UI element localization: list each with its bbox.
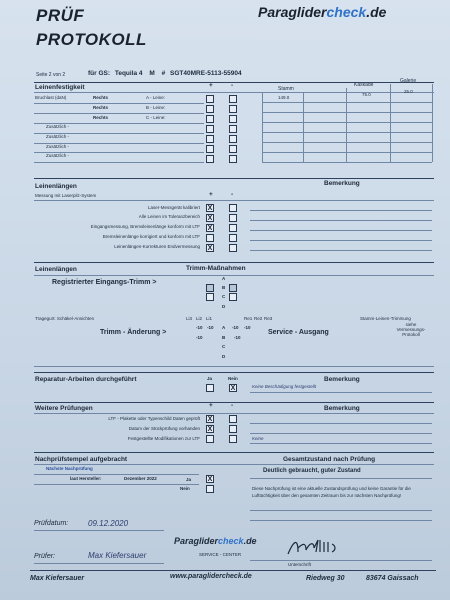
- grid-line: [262, 112, 432, 113]
- weitere-item-label: Datum der Stückprüfung vorhanden: [128, 426, 200, 431]
- grid-line: [432, 84, 433, 162]
- for-gs-label: für GS:: [88, 70, 111, 77]
- minus-header: -: [231, 82, 234, 89]
- nein-checkbox[interactable]: X: [230, 385, 236, 392]
- ja-checkbox[interactable]: X: [207, 476, 213, 483]
- pruefdatum-value: 09.12.2020: [88, 519, 129, 528]
- grid-line: [262, 132, 432, 133]
- remark-line: [250, 443, 432, 444]
- trim-cell[interactable]: [206, 284, 214, 292]
- divider: [34, 262, 434, 263]
- pruefer-value: Max Kiefersauer: [88, 551, 147, 560]
- ll-item-label: Laser-Messgerät kalibriert: [147, 205, 200, 210]
- check-box[interactable]: X: [207, 215, 213, 222]
- check-box[interactable]: [206, 435, 214, 443]
- reparatur-note: Keine Beschädigung festgestellt: [252, 384, 317, 389]
- letter-A: A: [222, 276, 226, 281]
- remark-line: [250, 433, 432, 434]
- row3-side: Rechts: [93, 115, 109, 120]
- divider: [34, 452, 434, 453]
- check-box[interactable]: [229, 95, 237, 103]
- remark-line: [250, 520, 432, 521]
- check-box[interactable]: [229, 125, 237, 133]
- check-box[interactable]: [229, 425, 237, 433]
- remark-line: [250, 240, 432, 241]
- row2-line: B - Leine:: [146, 105, 166, 110]
- col-galerie: Galerie: [400, 78, 417, 84]
- nein-label: Nein: [228, 376, 238, 381]
- zusatz-label: Zusätzlich -: [46, 124, 70, 129]
- stamm-trimm: Stamm-Leinen-Trimmung: [360, 316, 411, 321]
- minus-header: -: [231, 402, 234, 409]
- row-line: [34, 143, 204, 144]
- remark-line: [250, 220, 432, 221]
- trim-value: -10: [196, 335, 203, 340]
- footer-street: Riedweg 30: [306, 575, 345, 582]
- remark-line: [250, 510, 432, 511]
- check-box[interactable]: X: [207, 416, 213, 423]
- leinenlaengen-sub: Messung mit Laserpilz-System: [35, 193, 97, 198]
- zusatz-label: Zusätzlich -: [46, 144, 70, 149]
- check-box[interactable]: [206, 234, 214, 242]
- col-li3: Li3: [186, 316, 193, 321]
- row-line: [34, 474, 199, 475]
- minus-header: -: [231, 191, 234, 198]
- footer-name: Max Kiefersauer: [30, 575, 85, 582]
- trimm-heading: Leinenlängen: [35, 266, 77, 273]
- grid-line: [390, 84, 391, 162]
- row-line: [34, 133, 204, 134]
- check-box[interactable]: X: [207, 205, 213, 212]
- divider: [34, 82, 434, 83]
- footer-city: 83674 Gaissach: [366, 575, 419, 582]
- title-line2: PROTOKOLL: [36, 30, 147, 49]
- footer-website[interactable]: www.paraglidercheck.de: [170, 573, 252, 580]
- tragegurt-label: Tragegurt: Schäkel-Ansichten: [35, 316, 95, 321]
- date-value: Dezember 2022: [124, 476, 157, 481]
- col-re1: Re1: [244, 316, 253, 321]
- ll-item-label: Alle Leinen im Toleranzbereich: [138, 214, 200, 219]
- row1-line: A - Leine:: [146, 95, 166, 100]
- letter-C: C: [222, 294, 226, 299]
- laut-label: laut Hersteller:: [70, 476, 102, 481]
- bemerkung-header: Bemerkung: [324, 376, 360, 383]
- plus-header: +: [209, 191, 213, 198]
- divider: [34, 178, 434, 179]
- check-box[interactable]: [229, 234, 237, 242]
- bemerkung-header: Bemerkung: [324, 405, 360, 412]
- signature-line: [250, 560, 432, 561]
- row-line: [34, 530, 164, 531]
- row3-line: C - Leine:: [146, 115, 166, 120]
- trim-cell[interactable]: [229, 284, 237, 292]
- unterschrift-label: Unterschrift: [288, 562, 312, 567]
- check-box[interactable]: [206, 95, 214, 103]
- divider: [30, 570, 436, 571]
- reparatur-heading: Reparatur-Arbeiten durchgeführt: [35, 376, 137, 383]
- logo: [258, 4, 386, 20]
- footer-logo-check: check: [218, 536, 244, 546]
- plus-header: +: [209, 82, 213, 89]
- remark-line: [250, 423, 432, 424]
- gesamt-text: Diese Nachprüfung ist eine aktuelle Zustandsprüfung und keine Garantie für die Lufttüchtigkeit über den gesamten Zeitraum bis zur nächsten Nachprüfung!: [252, 486, 411, 498]
- trim-value: -10: [207, 325, 214, 330]
- letter-B: B: [222, 335, 226, 340]
- divider: [34, 413, 434, 414]
- bruchlast-label: Bruchlast (daN): [35, 95, 67, 100]
- row-line: [34, 103, 204, 104]
- divider: [34, 200, 434, 201]
- leinenlaengen-heading: Leinenlängen: [35, 183, 77, 190]
- check-box[interactable]: X: [207, 245, 213, 252]
- ll-item-label: Leinenlängen-Korrekturen Endvermessung: [114, 244, 200, 249]
- ll-item-label: Eingangsmessung, Bremsleinenlänge konform mit LTF: [90, 224, 200, 229]
- zusatz-label: Zusätzlich -: [46, 153, 70, 158]
- leinenfestigkeit-heading: Leinenfestigkeit: [35, 84, 85, 91]
- divider: [34, 366, 434, 367]
- logo-tld: .de: [366, 4, 387, 20]
- ll-item-label: Bremsleinenlänge korrigiert und konform mit LTF: [102, 234, 200, 239]
- serial-label: #: [161, 70, 166, 77]
- check-box[interactable]: X: [207, 426, 213, 433]
- row-line: [34, 113, 204, 114]
- col-li1: Li1: [206, 316, 213, 321]
- col-stamm: Stamm: [278, 86, 294, 92]
- stempel-heading: Nachprüfstempel aufgebracht: [35, 456, 128, 463]
- col-kaskade: Kaskade: [354, 82, 374, 88]
- divider: [34, 92, 434, 93]
- page-label: Seite 2 von 2: [36, 72, 66, 78]
- row1-kaskade: 75.0: [362, 92, 371, 97]
- check-box[interactable]: [206, 155, 214, 163]
- check-box[interactable]: [229, 204, 237, 212]
- weitere-heading: Weitere Prüfungen: [35, 405, 93, 412]
- size-value: M: [149, 70, 155, 77]
- plus-header: +: [209, 402, 213, 409]
- check-box[interactable]: [229, 115, 237, 123]
- trim-cell[interactable]: [206, 293, 214, 301]
- check-box[interactable]: X: [207, 225, 213, 232]
- weitere-note: Keine: [252, 436, 264, 441]
- check-box[interactable]: [229, 435, 237, 443]
- row-line: [34, 162, 204, 163]
- trim-cell[interactable]: [229, 293, 237, 301]
- divider: [34, 275, 434, 276]
- row-line: [34, 563, 164, 564]
- row1-stamm: 149.0: [278, 95, 290, 100]
- aenderung-label: Trimm - Änderung >: [100, 329, 167, 336]
- check-box[interactable]: [206, 105, 214, 113]
- footer-logo: [174, 536, 257, 546]
- trim-value: -10: [196, 325, 203, 330]
- bemerkung-header: Bemerkung: [324, 180, 360, 187]
- remark-line: [250, 250, 432, 251]
- check-box[interactable]: [229, 224, 237, 232]
- ja-label: Ja: [186, 477, 192, 482]
- trim-value: -10: [232, 325, 239, 330]
- col-li2: Li2: [196, 316, 203, 321]
- model-value: Tequila 4: [114, 70, 143, 77]
- gesamt-heading: Gesamtzustand nach Prüfung: [283, 456, 376, 463]
- logo-check: check: [326, 4, 367, 20]
- letter-D: D: [222, 354, 226, 359]
- grid-line: [262, 152, 432, 153]
- row2-side: Rechts: [93, 105, 109, 110]
- zusatz-label: Zusätzlich -: [46, 134, 70, 139]
- naechste-label: Nächste Nachprüfung: [46, 466, 93, 471]
- grid-line: [346, 88, 347, 162]
- grid-line: [262, 142, 432, 143]
- weitere-item-label: Festgestellte Modifikationen zur LTF: [127, 436, 200, 441]
- trim-value: -10: [244, 325, 251, 330]
- siehe-label: siehe Vermessungs-Protokoll: [396, 322, 426, 337]
- letter-D: D: [222, 304, 226, 309]
- row1-galerie: 25.0: [404, 89, 413, 94]
- remark-line: [250, 210, 432, 211]
- ja-label: Ja: [207, 376, 213, 381]
- letter-A: A: [222, 325, 226, 330]
- letter-C: C: [222, 344, 226, 349]
- divider: [34, 372, 434, 373]
- service-center: SERVICE - CENTER: [199, 552, 242, 557]
- col-re3: Re3: [264, 316, 273, 321]
- trim-value: -10: [234, 335, 241, 340]
- check-box[interactable]: [229, 244, 237, 252]
- signature: [284, 536, 344, 558]
- pruefdatum-label: Prüfdatum:: [34, 520, 69, 527]
- nein-label: Nein: [180, 486, 190, 491]
- check-box[interactable]: [229, 214, 237, 222]
- row-line: [34, 484, 199, 485]
- logo-paraglider: Paraglider: [258, 4, 327, 20]
- grid-line: [262, 102, 432, 103]
- footer-logo-tld: .de: [243, 536, 257, 546]
- registriert-label: Registrierter Eingangs-Trimm >: [52, 279, 157, 286]
- check-box[interactable]: [229, 155, 237, 163]
- divider: [34, 402, 434, 403]
- gesamt-value: Deutlich gebraucht, guter Zustand: [263, 468, 361, 474]
- check-box[interactable]: [206, 145, 214, 153]
- row-line: [34, 152, 204, 153]
- check-box[interactable]: [229, 135, 237, 143]
- remark-line: [250, 392, 432, 393]
- check-box[interactable]: [206, 125, 214, 133]
- footer-logo-paraglider: Paraglider: [174, 536, 219, 546]
- pruefer-label: Prüfer:: [34, 553, 56, 560]
- remark-line: [250, 478, 432, 479]
- divider: [34, 464, 434, 465]
- grid-line: [262, 122, 432, 123]
- weitere-item-label: LTF - Plakette oder Typenschild Daten geprüft: [108, 416, 200, 421]
- letter-B: B: [222, 285, 226, 290]
- check-box[interactable]: [229, 145, 237, 153]
- nein-checkbox[interactable]: [206, 485, 214, 493]
- check-box[interactable]: [206, 115, 214, 123]
- remark-line: [250, 230, 432, 231]
- grid-line: [262, 162, 432, 163]
- check-box[interactable]: [206, 135, 214, 143]
- service-label: Service - Ausgang: [268, 329, 329, 336]
- trimm-massnahmen: Trimm-Maßnahmen: [186, 265, 246, 272]
- title-line1: PRÜF: [36, 6, 85, 25]
- serial-value: SGT40MRE-5113-55904: [170, 70, 242, 77]
- meta-row: [88, 70, 242, 77]
- check-box[interactable]: [229, 105, 237, 113]
- col-re2: Re2: [254, 316, 263, 321]
- row1-side: Rechts: [93, 95, 109, 100]
- check-box[interactable]: [229, 415, 237, 423]
- ja-checkbox[interactable]: [206, 384, 214, 392]
